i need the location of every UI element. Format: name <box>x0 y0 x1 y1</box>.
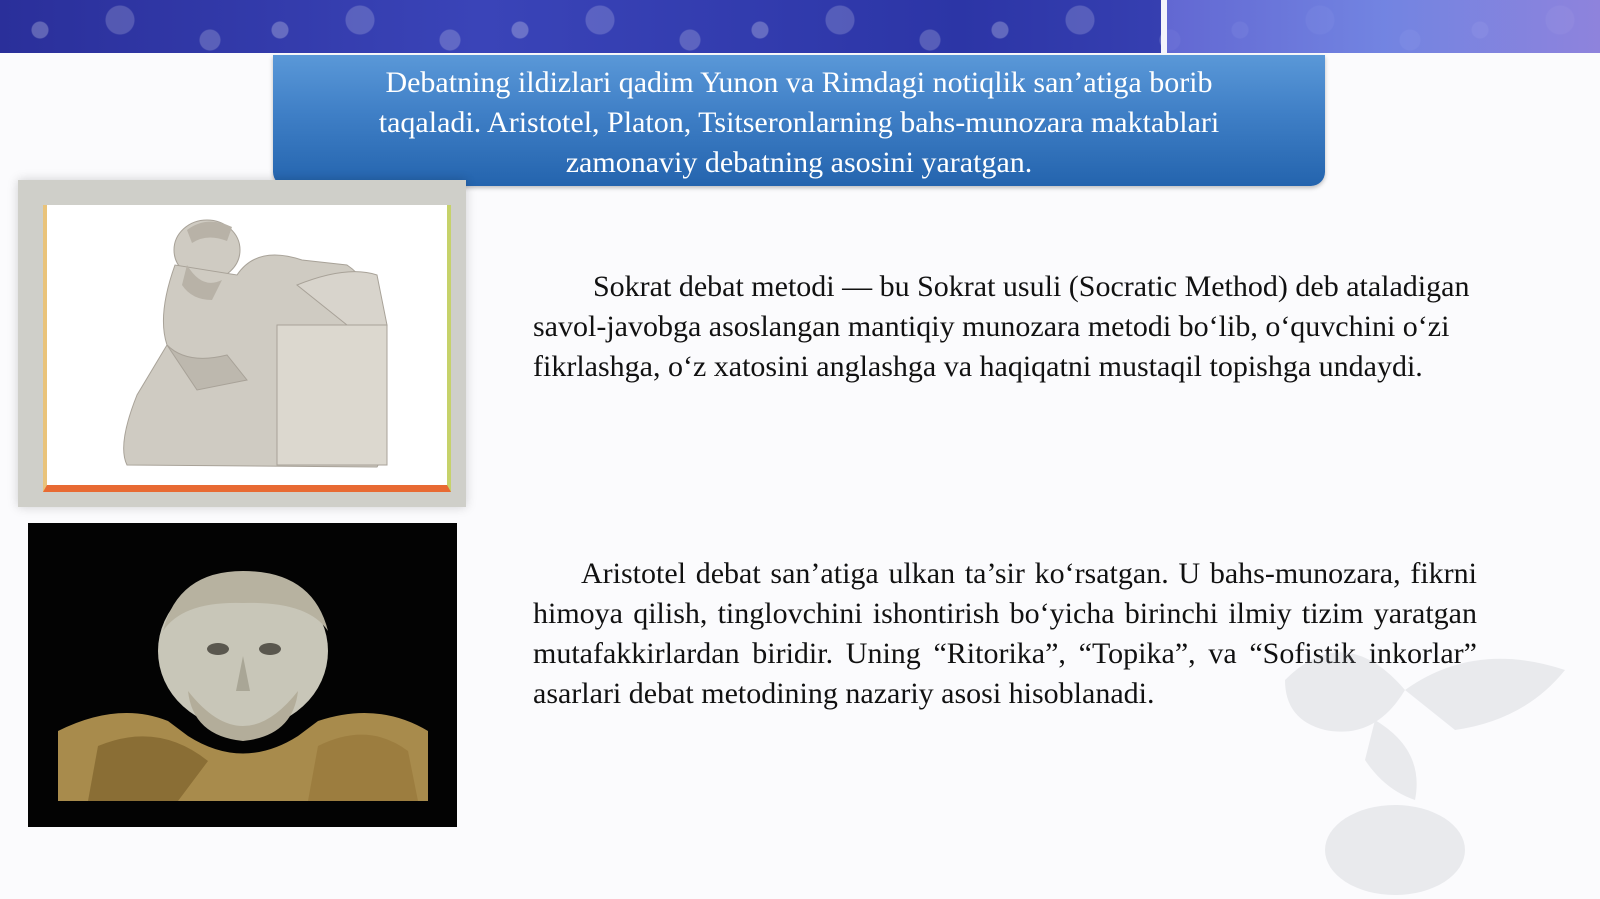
aristotle-image-frame <box>28 523 457 827</box>
intro-callout <box>273 55 1325 186</box>
socrates-paragraph <box>533 267 1477 387</box>
eagle-watermark-icon <box>1225 600 1600 899</box>
socrates-text: Sokrat debat metodi — bu Sokrat usuli (Socratic Method) deb ataladigan savol-javobga asoslangan mantiqiy munozara metodi bo‘lib, o‘quvchini o‘zi fikrlashga, o‘z xatosini anglashga va haqiqatni mustaqil topishga undaydi. <box>533 270 1470 383</box>
callout-line-2: taqaladi. Aristotel, Platon, Tsitseronlarning bahs-munozara maktablari <box>378 106 1220 139</box>
callout-line-3: zamonaviy debatning asosini yaratgan. <box>565 146 1033 179</box>
top-banner-right <box>1167 0 1600 53</box>
aristotle-bust-image <box>58 571 428 801</box>
callout-line-1: Debatning ildizlari qadim Yunon va Rimdagi notiqlik san’atiga borib <box>385 66 1213 99</box>
socrates-statue-image <box>43 205 451 492</box>
aristotle-text: Aristotel debat san’atiga ulkan ta’sir ko‘rsatgan. U bahs-munozara, fikrni himoya qilish, tinglovchini ishontirish bo‘yicha birinchi ilmiy tizim yaratgan mutafakkirlardan biridir. Uning “Ritorika”, “Topika”, va “Sofistik inkorlar” asarlari debat metodining nazariy asosi hisoblanadi. <box>533 557 1477 710</box>
